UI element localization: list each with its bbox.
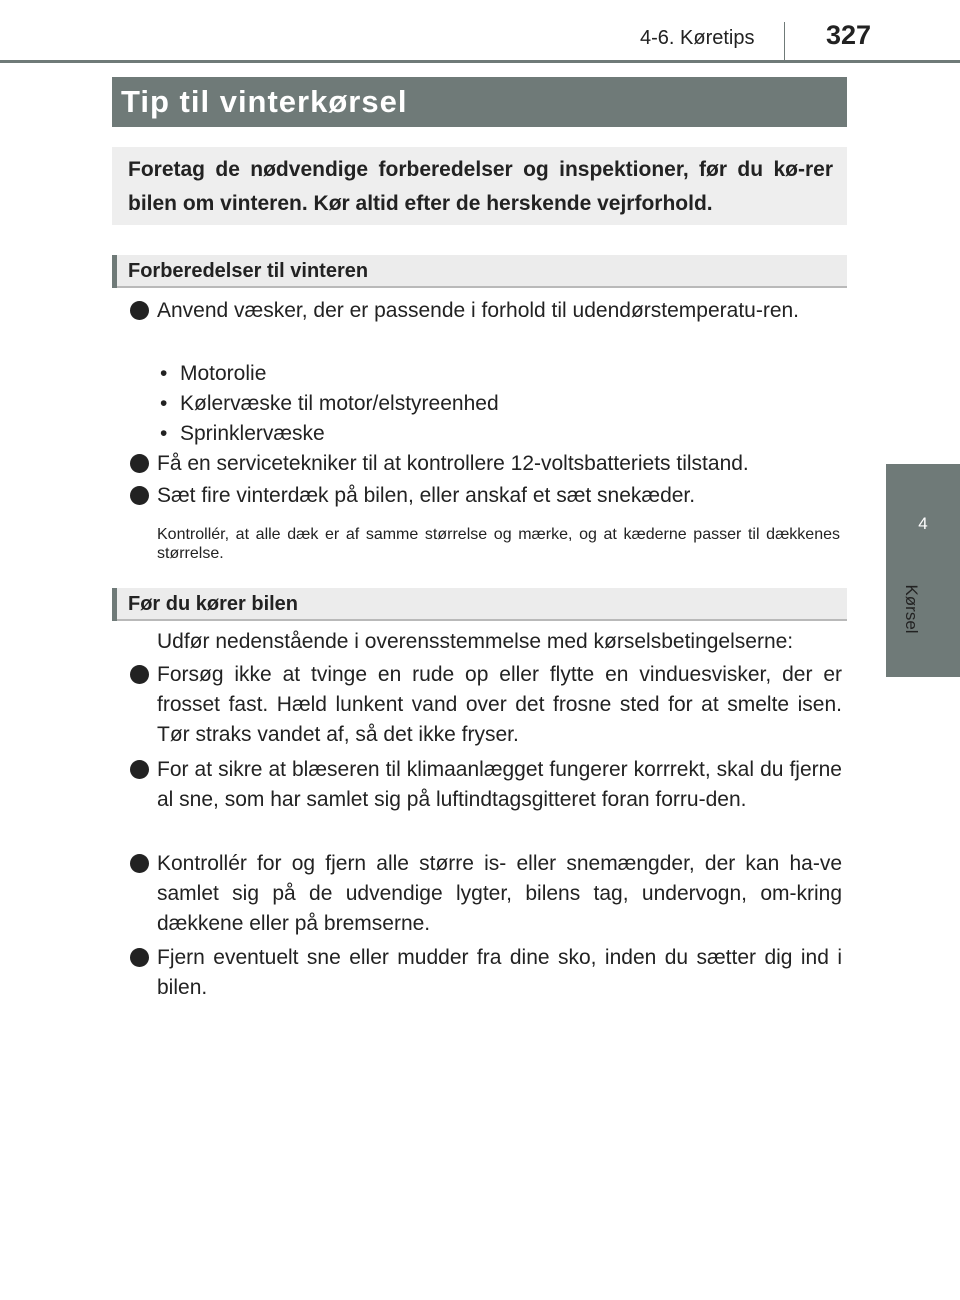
- sub-list-item: [160, 389, 499, 419]
- lead-paragraph: Udfør nedenstående i overensstemmelse med kørselsbetingelserne:: [157, 630, 794, 653]
- sub-bullet-icon: •: [160, 422, 168, 445]
- header-section-label: 4-6. Køretips: [640, 27, 755, 49]
- section-heading-text: Forberedelser til vinteren: [128, 260, 369, 282]
- list-item-text: Få en servicetekniker til at kontrollere 12-voltsbatteriets tilstand.: [157, 452, 749, 475]
- list-item: [130, 755, 842, 815]
- list-item-text: Anvend væsker, der er passende i forhold til udendørstemperatu-ren.: [157, 299, 800, 322]
- page-title: Tip til vinterkørsel: [112, 77, 847, 127]
- list-item-text: For at sikre at blæseren til klimaanlægget fungerer korrrekt, skal du fjerne al sne, som har samlet sig på luftindtagsgitteret foran forru-den.: [157, 758, 842, 811]
- intro-box: [112, 147, 847, 225]
- bullet-icon: [130, 301, 149, 320]
- sub-bullet-icon: •: [160, 392, 168, 415]
- page-number: 327: [826, 20, 872, 50]
- list-item-text: Forsøg ikke at tvinge en rude op eller flytte en vinduesvisker, der er frosset fast. Hæld lunkent vand over det frosne sted for at smelte isen. Tør straks vandet af, så det ikke fryser.: [157, 663, 842, 746]
- chapter-number: 4: [918, 514, 928, 533]
- bullet-icon: [130, 486, 149, 505]
- intro-text: Foretag de nødvendige forberedelser og inspektioner, før du kø-rer bilen om vinteren. Kør altid efter de herskende vejrforhold.: [128, 158, 833, 215]
- sub-list-item-text: Motorolie: [180, 362, 267, 385]
- note-text: Kontrollér, at alle dæk er af samme størrelse og mærke, og at kæderne passer til dækkenes størrelse.: [157, 526, 840, 562]
- section-heading-preparations: [112, 255, 847, 288]
- chapter-label: Kørsel: [902, 584, 921, 634]
- list-item: [130, 849, 842, 939]
- sub-list-item: [160, 359, 266, 389]
- list-item: [130, 296, 842, 326]
- list-item: [130, 481, 842, 511]
- header-divider: [784, 22, 785, 60]
- section-heading-text: Før du kører bilen: [128, 593, 299, 615]
- bullet-icon: [130, 760, 149, 779]
- sub-list-item-text: Sprinklervæske: [180, 422, 325, 445]
- list-item: [130, 449, 842, 479]
- chapter-tab: [886, 464, 960, 677]
- header-rule: [0, 60, 960, 63]
- sub-list-item: [160, 419, 325, 449]
- sub-list-item-text: Kølervæske til motor/elstyreenhed: [180, 392, 499, 415]
- list-item-text: Sæt fire vinterdæk på bilen, eller anskaf et sæt snekæder.: [157, 484, 696, 507]
- section-heading-before-driving: [112, 588, 847, 621]
- bullet-icon: [130, 454, 149, 473]
- bullet-icon: [130, 854, 149, 873]
- list-item: [130, 943, 842, 1003]
- sub-bullet-icon: •: [160, 362, 168, 385]
- list-item-text: Kontrollér for og fjern alle større is- eller snemængder, der kan ha-ve samlet sig på de udvendige lygter, bilens tag, undervogn, om-kring dækkene eller på bremserne.: [157, 852, 842, 935]
- bullet-icon: [130, 665, 149, 684]
- list-item-text: Fjern eventuelt sne eller mudder fra dine sko, inden du sætter dig ind i bilen.: [157, 946, 842, 999]
- bullet-icon: [130, 948, 149, 967]
- list-item: [130, 660, 842, 750]
